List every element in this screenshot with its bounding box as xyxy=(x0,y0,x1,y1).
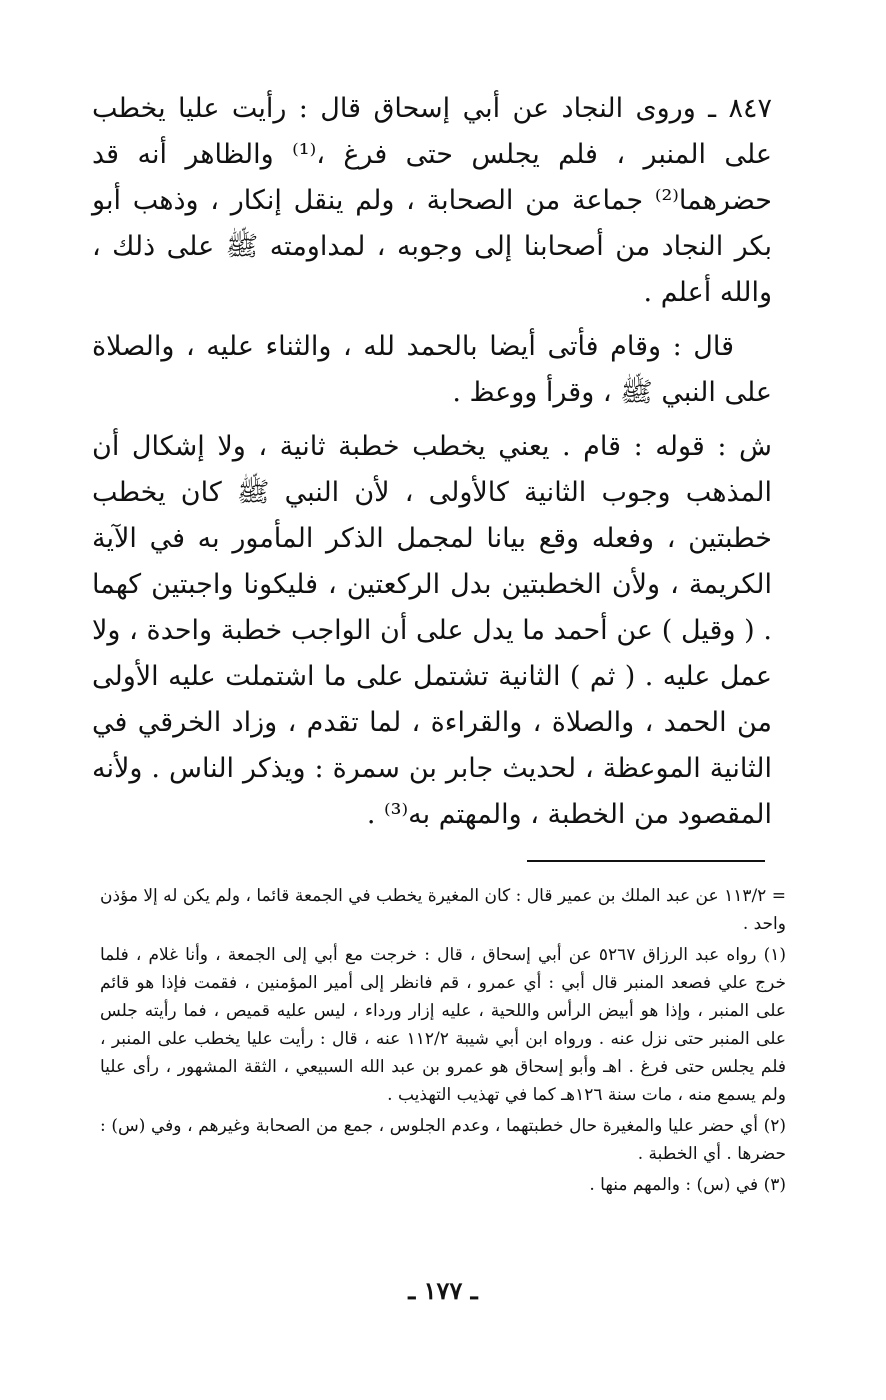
footnote-separator xyxy=(527,860,765,862)
footnote-1: (١) رواه عبد الرزاق ٥٢٦٧ عن أبي إسحاق ، قال : خرجت مع أبي إلى الجمعة ، وأنا غلام ، فلما خرج علي فصعد المنبر قال أبي : أي عمرو ، قم فانظر إلى أمير المؤمنين ، فقمت فإذا هو قائم على المنبر ، وإذا هو أبيض الرأس واللحية ، عليه إزار ورداء ، ليس عليه قميص ، فما رأيته جلس على المنبر حتى نزل عنه . ورواه ابن أبي شيبة ١١٢/٢ عنه ، قال : رأيت عليا يخطب على المنبر ، فلم يجلس حتى فرغ . اهـ وأبو إسحاق هو عمرو بن عبد الله السبيعي ، الثقة المشهور ، رأى عليا ولم يسمع منه ، مات سنة ١٢٦هـ كما في تهذيب التهذيب . xyxy=(100,945,786,1105)
paragraph-matn: قال : وقام فأتى أيضا بالحمد لله ، والثناء عليه ، والصلاة على النبي ﷺ ، وقرأ ووعظ . xyxy=(92,331,772,408)
footnote-2: (٢) أي حضر عليا والمغيرة حال خطبتهما ، وعدم الجلوس ، جمع من الصحابة وغيرهم ، وفي (س) : حضرها . أي الخطبة . xyxy=(100,1116,786,1164)
footnote-continued: = ١١٣/٢ عن عبد الملك بن عمير قال : كان المغيرة يخطب في الجمعة قائما ، ولم يكن له إلا مؤذن واحد . xyxy=(100,886,786,934)
paragraph-sharh: ش : قوله : قام . يعني يخطب خطبة ثانية ، ولا إشكال أن المذهب وجوب الثانية كالأولى ، لأن النبي ﷺ كان يخطب خطبتين ، وفعله وقع بيانا لمجمل الذكر المأمور به في الآية الكريمة ، ولأن الخطبتين بدل الركعتين ، فليكونا واجبتين كهما . ( وقيل ) عن أحمد ما يدل على أن الواجب خطبة واحدة ، ولا عمل عليه . ( ثم ) الثانية تشتمل على ما اشتملت عليه الأولى من الحمد ، والصلاة ، والقراءة ، لما تقدم ، وزاد الخرقي في الثانية الموعظة ، لحديث جابر بن سمرة : ويذكر الناس . ولأنه المقصود من الخطبة ، والمهتم به⁽³⁾ . xyxy=(92,431,772,830)
paragraph-847: ٨٤٧ ـ وروى النجاد عن أبي إسحاق قال : رأيت عليا يخطب على المنبر ، فلم يجلس حتى فرغ ،⁽¹⁾ والظاهر أنه قد حضرهما⁽²⁾ جماعة من الصحابة ، ولم ينقل إنكار ، وذهب أبو بكر النجاد من أصحابنا إلى وجوبه ، لمداومته ﷺ على ذلك ، والله أعلم . xyxy=(92,93,772,308)
footnotes xyxy=(100,882,786,1202)
page-number: ـ ١٧٧ ـ xyxy=(408,1276,478,1305)
footnote-3: (٣) في (س) : والمهم منها . xyxy=(589,1175,786,1195)
body-text xyxy=(92,86,772,838)
main-text xyxy=(92,86,772,846)
